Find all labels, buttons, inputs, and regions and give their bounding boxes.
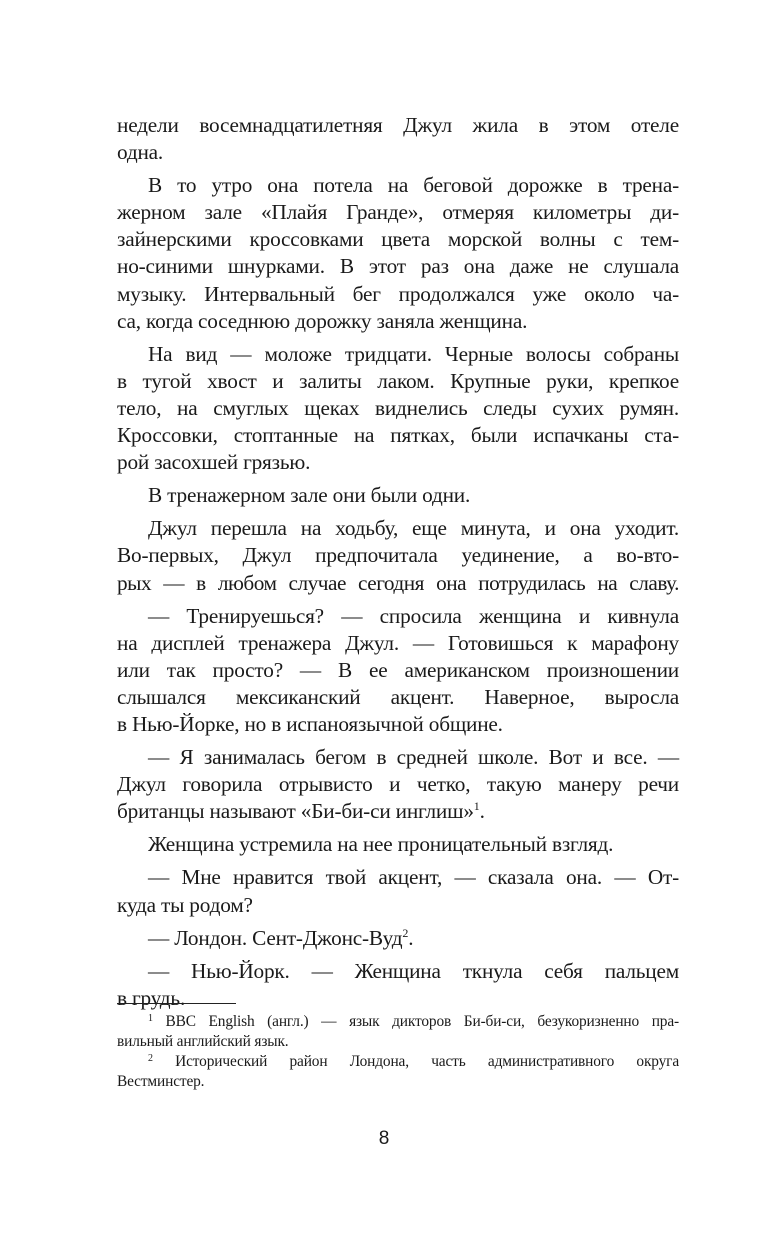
footnote-number: 2 bbox=[148, 1053, 153, 1064]
text-line: са, когда соседнюю дорожку заняла женщина. bbox=[117, 308, 528, 333]
text-line: музыку. Интервальный бег продолжался уже около ча- bbox=[117, 281, 679, 306]
text-line: зайнерскими кроссовками цвета морской волны с тем- bbox=[117, 227, 679, 252]
footnote-number: 1 bbox=[148, 1013, 153, 1024]
paragraph bbox=[117, 603, 679, 738]
text-line: На вид — моложе тридцати. Черные волосы собраны bbox=[148, 341, 679, 366]
text-line: куда ты родом? bbox=[117, 892, 253, 917]
footnote-line: вильный английский язык. bbox=[117, 1033, 289, 1050]
paragraph bbox=[117, 744, 679, 825]
text-line: Женщина устремила на нее проницательный взгляд. bbox=[148, 832, 614, 857]
paragraph bbox=[117, 925, 679, 952]
text-line: в тугой хвост и залиты лаком. Крупные руки, крепкое bbox=[117, 368, 679, 393]
footnote-text: Исторический район Лондона, часть административного округа bbox=[175, 1053, 679, 1070]
text-line: слышался мексиканский акцент. Наверное, выросла bbox=[117, 684, 679, 709]
text-line: В то утро она потела на беговой дорожке в трена- bbox=[148, 173, 679, 198]
footnote-line bbox=[117, 1012, 679, 1032]
text-line: одна. bbox=[117, 140, 164, 165]
footnote-line: Вестминстер. bbox=[117, 1073, 205, 1090]
paragraph bbox=[117, 831, 679, 858]
paragraph bbox=[117, 864, 679, 918]
paragraph bbox=[117, 112, 679, 166]
page-number: 8 bbox=[378, 1128, 390, 1149]
text-line: в грудь. bbox=[117, 985, 186, 1010]
text-line: тело, на смуглых щеках виднелись следы сухих румян. bbox=[117, 395, 679, 420]
paragraph bbox=[117, 341, 679, 476]
footnote-ref: 1 bbox=[473, 799, 480, 814]
text-line: В тренажерном зале они были одни. bbox=[148, 483, 471, 508]
text-line: Во-первых, Джул предпочитала уединение, а во-вто- bbox=[117, 543, 679, 568]
footnotes bbox=[117, 1012, 679, 1092]
text-line: — Тренируешься? — спросила женщина и кивнула bbox=[148, 603, 679, 628]
text-line: — Мне нравится твой акцент, — сказала она. — От- bbox=[148, 865, 679, 890]
text-line: в Нью-Йорке, но в испаноязычной общине. bbox=[117, 711, 503, 736]
footnote-ref: 2 bbox=[402, 925, 409, 940]
footnote-line bbox=[117, 1052, 679, 1072]
text-line-tail: . bbox=[479, 799, 485, 824]
footnote-text: BBC English (англ.) — язык дикторов Би-би-си, безукоризненно пра- bbox=[165, 1013, 680, 1030]
text-line: Кроссовки, стоптанные на пятках, были испачканы ста- bbox=[117, 423, 679, 448]
footnote bbox=[117, 1052, 679, 1092]
paragraph bbox=[117, 172, 679, 335]
text-line-tail: . bbox=[408, 925, 414, 950]
text-line: на дисплей тренажера Джул. — Готовишься к марафону bbox=[117, 630, 679, 655]
text-line: или так просто? — В ее американском произношении bbox=[117, 657, 679, 682]
text-line: недели восемнадцатилетняя Джул жила в этом отеле bbox=[117, 113, 679, 137]
text-line: британцы называют «Би-би-си инглиш» bbox=[117, 799, 474, 824]
text-line: но-синими шнурками. В этот раз она даже не слушала bbox=[117, 254, 679, 279]
text-line: рых — в любом случае сегодня она потрудилась на славу. bbox=[117, 570, 679, 595]
text-line: жерном зале «Плайя Гранде», отмеряя километры ди- bbox=[117, 200, 679, 225]
footnote-separator bbox=[117, 1003, 236, 1004]
text-line: — Лондон. Сент-Джонс-Вуд bbox=[148, 925, 403, 950]
footnote bbox=[117, 1012, 679, 1052]
text-line-with-footnote bbox=[117, 925, 679, 952]
paragraph bbox=[117, 515, 679, 596]
text-line: — Нью-Йорк. — Женщина ткнула себя пальцем bbox=[148, 958, 679, 983]
text-line: Джул перешла на ходьбу, еще минута, и она уходит. bbox=[148, 516, 679, 541]
text-line: Джул говорила отрывисто и четко, такую манеру речи bbox=[117, 772, 679, 797]
text-line: — Я занималась бегом в средней школе. Вот и все. — bbox=[148, 745, 679, 770]
body-text bbox=[117, 112, 679, 1012]
text-line-with-footnote bbox=[117, 798, 679, 825]
text-line: рой засохшей грязью. bbox=[117, 450, 311, 475]
paragraph bbox=[117, 482, 679, 509]
